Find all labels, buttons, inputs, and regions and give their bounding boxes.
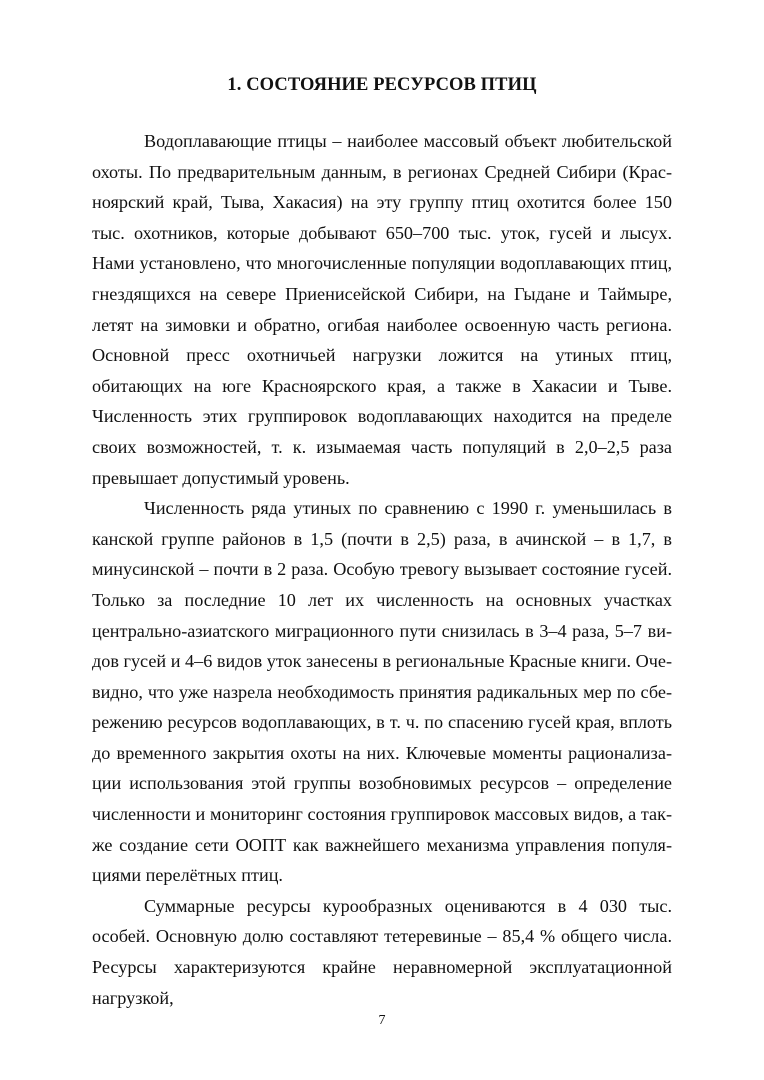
paragraph-waterfowl: Водоплавающие птицы – наиболее массовый объект любительской охоты. По предварительным данным, в регионах Средней Сибири (Красноярский край, Тыва, Хакасия) на эту группу птиц охотится более 150 тыс. охотников, которые добывают 650–700 тыс. уток, гусей и лысух. Нами установлено, что многочисленные популяции водоплавающих птиц, гнездящихся на севере Приенисейской Сибири, на Гыдане и Таймыре, летят на зимовки и обратно, огибая наиболее освоенную часть региона. Основной пресс охотничьей нагрузки ложится на утиных птиц, обитающих на юге Красноярского края, а также в Хакасии и Тыве. Численность этих группировок водоплавающих находится на пределе своих возможностей, т. к. изымаемая часть популяций в 2,0–2,5 раза превышает допустимый уровень. (92, 131, 672, 488)
paragraph-duck-numbers: Численность ряда утиных по сравнению с 1990 г. уменьшилась в канской группе районов в 1,5 (почти в 2,5) раза, в ачинской – в 1,7, в минусинской – почти в 2 раза. Особую тревогу вызывает состояние гусей. Только за последние 10 лет их численность на основных участках центрально-азиатского миграционного пути снизилась в 3–4 раза, 5–7 видов гусей и 4–6 видов уток занесены в региональные Красные книги. Очевидно, что уже назрела необходимость принятия радикальных мер по сбережению ресурсов водоплавающих, в т. ч. по спасению гусей края, вплоть до временного закрытия охоты на них. Ключевые моменты рационализации использования этой группы возобновимых ресурсов – определение численности и мониторинг состояния группировок массовых видов, а также создание сети ООПТ как важнейшего механизма управления популяциями перелётных птиц. (92, 498, 672, 886)
page-number: 7 (378, 1013, 386, 1028)
paragraph-galliformes: Суммарные ресурсы курообразных оцениваются в 4 030 тыс. особей. Основную долю составляют тетеревиные – 85,4 % общего числа. Ресурсы характеризуются крайне неравномерной эксплуатационной нагрузкой, (92, 895, 672, 1008)
body-text (92, 126, 672, 1013)
section-heading: 1. СОСТОЯНИЕ РЕСУРСОВ ПТИЦ (227, 75, 537, 95)
